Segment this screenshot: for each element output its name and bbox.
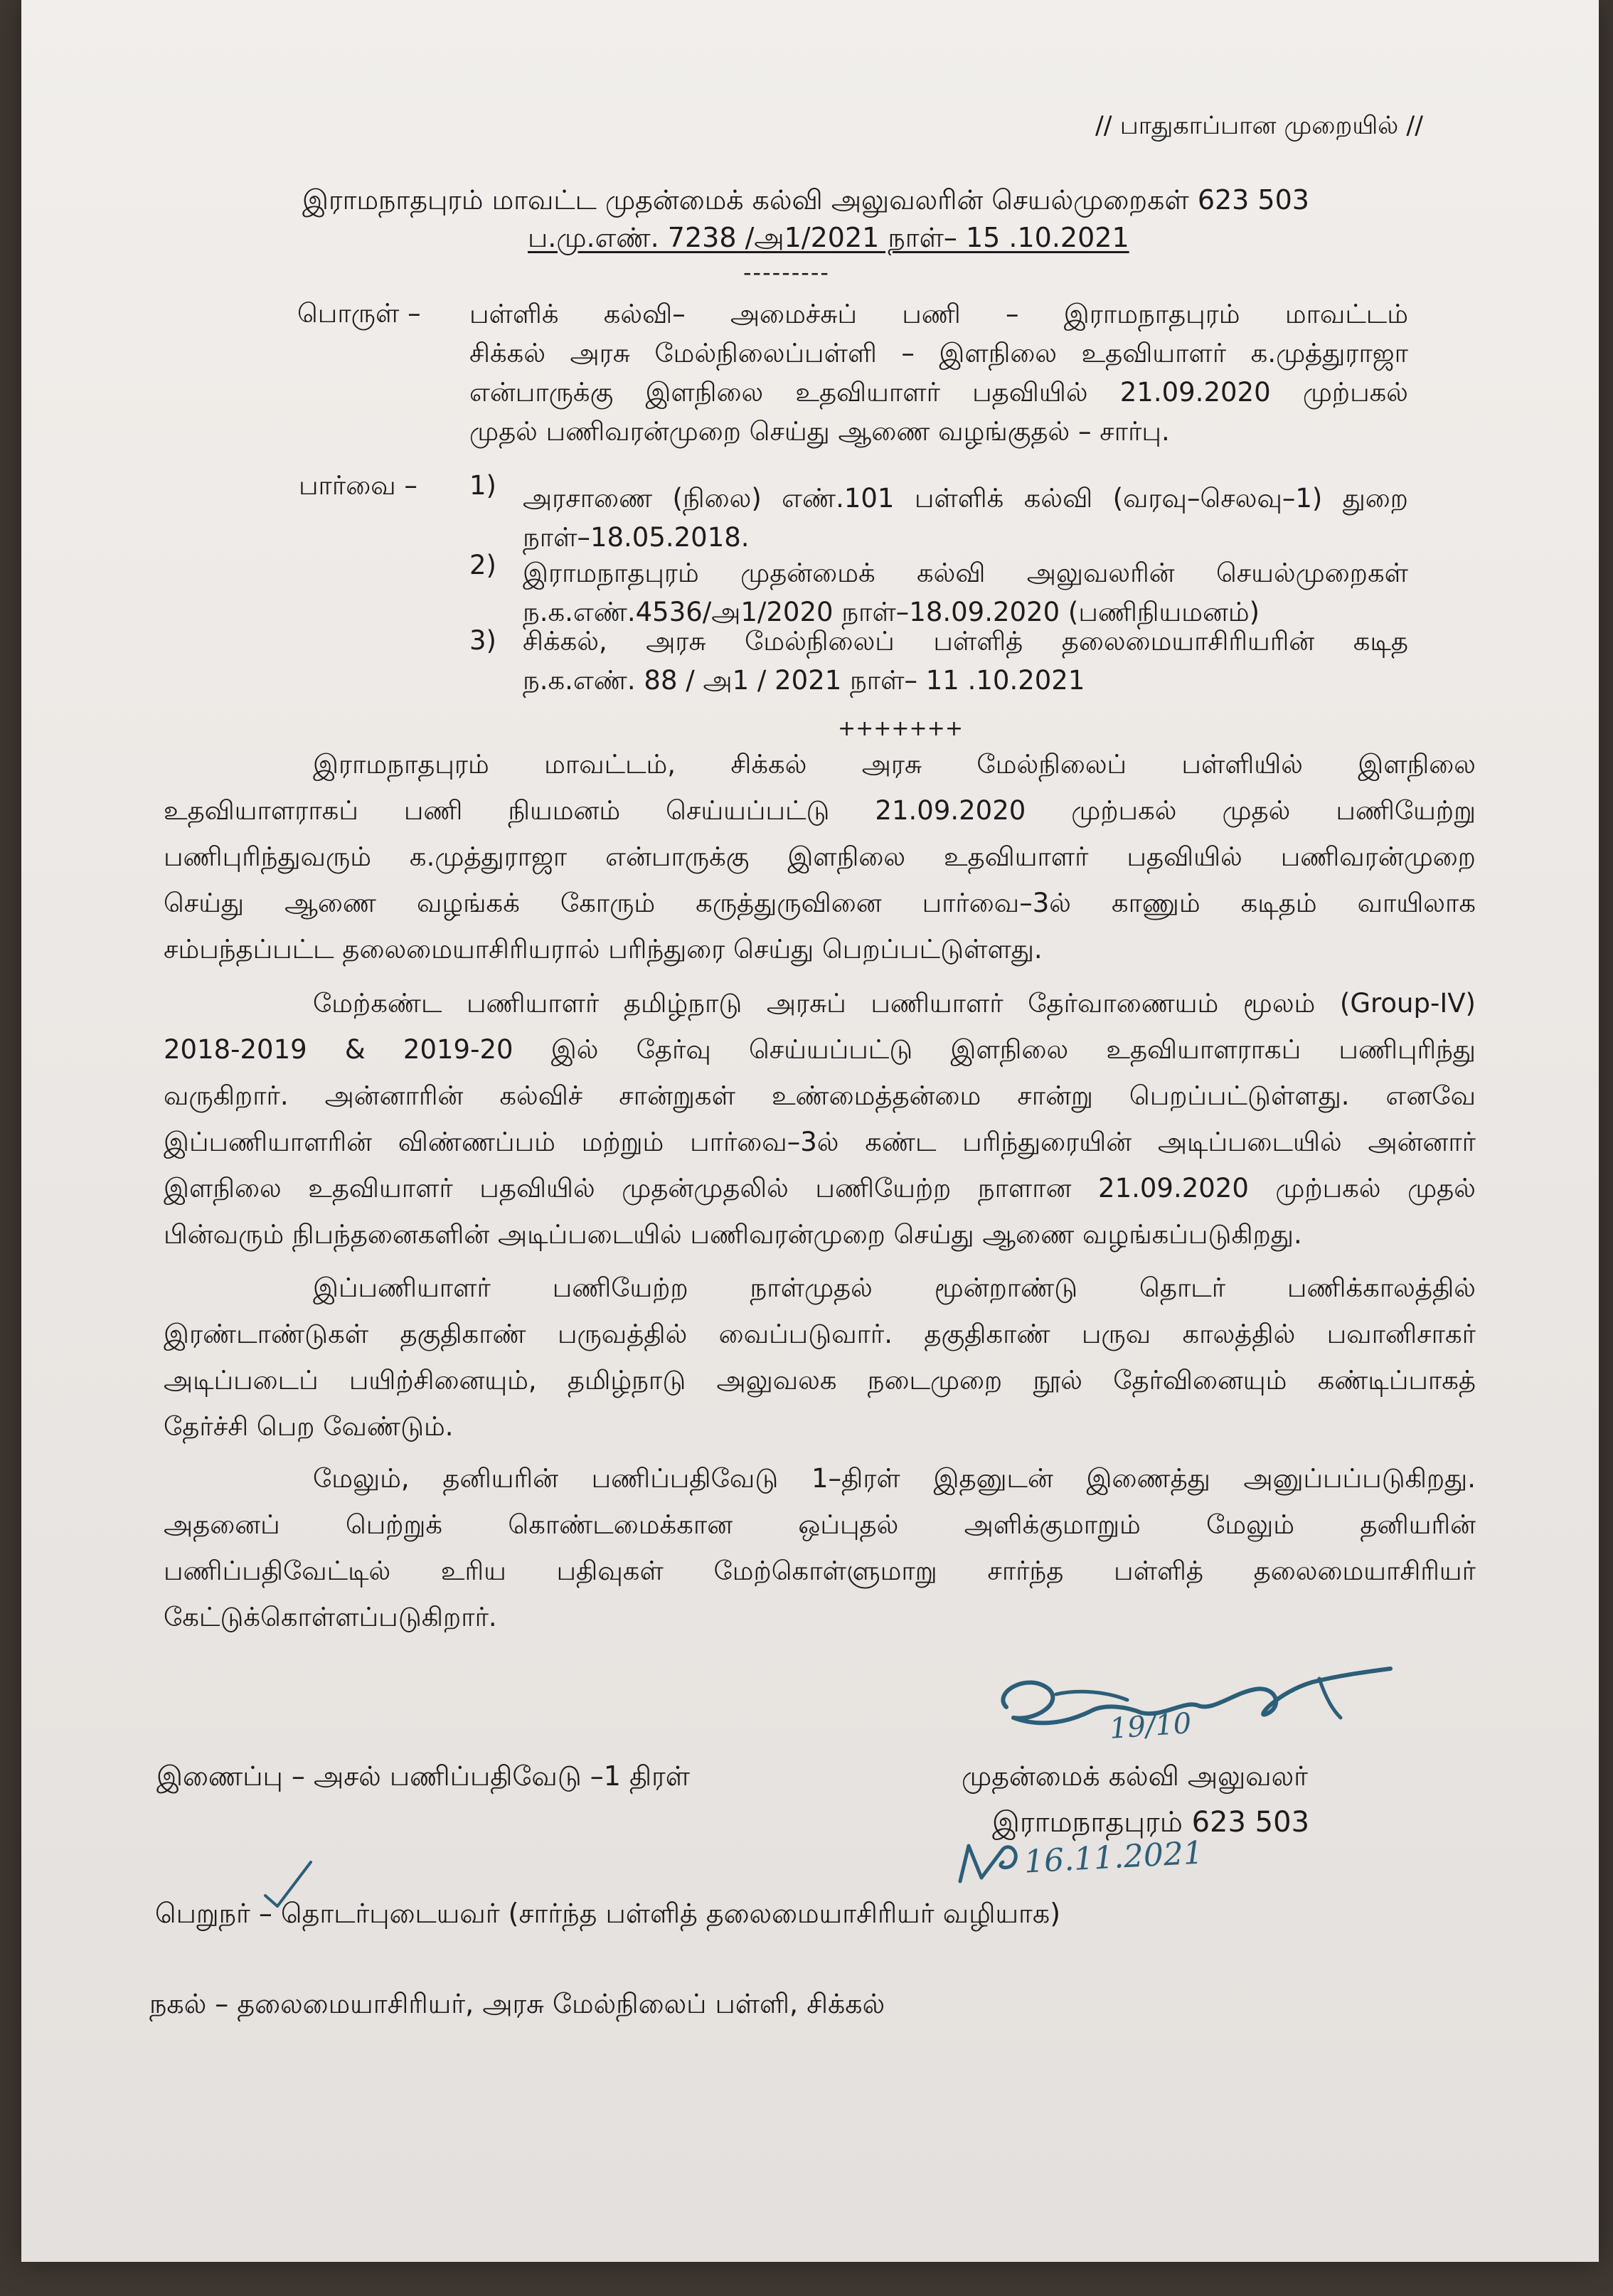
- paragraph-line: சம்பந்தப்பட்ட தலைமையாசிரியரால் பரிந்துரை செய்து பெறப்பட்டுள்ளது.: [164, 934, 1043, 964]
- officer-signature: [985, 1650, 1398, 1771]
- paragraph-line: இப்பணியாளரின் விண்ணப்பம் மற்றும் பார்வை–3ல் கண்ட பரிந்துரையின் அடிப்படையில் அன்னார்: [164, 1127, 1476, 1157]
- office-title: இராமநாதபுரம் மாவட்ட முதன்மைக் கல்வி அலுவலரின் செயல்முறைகள் 623 503: [302, 184, 1309, 216]
- paragraph-line: பணிப்பதிவேட்டில் உரிய பதிவுகள் மேற்கொள்ளுமாறு சார்ந்த பள்ளித் தலைமையாசிரியர்: [164, 1556, 1476, 1586]
- reference-number-1: 1): [469, 470, 496, 501]
- paragraph-line: வருகிறார். அன்னாரின் கல்விச் சான்றுகள் உண்மைத்தன்மை சான்று பெறப்பட்டுள்ளது. எனவே: [164, 1080, 1476, 1111]
- subject-line: சிக்கல் அரசு மேல்நிலைப்பள்ளி – இளநிலை உதவியாளர் க.முத்துராஜா: [469, 338, 1408, 368]
- paragraph-line: செய்து ஆணை வழங்கக் கோரும் கருத்துருவினை பார்வை–3ல் காணும் கடிதம் வாயிலாக: [164, 888, 1476, 918]
- subject-label: பொருள் –: [297, 298, 421, 329]
- paragraph-line: மேலும், தனியரின் பணிப்பதிவேடு 1–திரள் இதனுடன் இணைத்து அனுப்பப்படுகிறது.: [313, 1463, 1476, 1494]
- paragraph-line: இப்பணியாளர் பணியேற்ற நாள்முதல் மூன்றாண்டு தொடர் பணிக்காலத்தில்: [313, 1272, 1476, 1303]
- reference-line: அரசாணை (நிலை) எண்.101 பள்ளிக் கல்வி (வரவு–செலவு–1) துறை: [523, 483, 1408, 514]
- subject-line: என்பாருக்கு இளநிலை உதவியாளர் பதவியில் 21.09.2020 முற்பகல்: [469, 377, 1408, 408]
- reference-line: ந.க.எண். 88 / அ1 / 2021 நாள்– 11 .10.2021: [523, 665, 1085, 696]
- received-initial: [953, 1835, 1031, 1892]
- reference-number-2: 2): [469, 550, 496, 580]
- paragraph-line: பணிபுரிந்துவரும் க.முத்துராஜா என்பாருக்கு இளநிலை உதவியாளர் பதவியில் பணிவரன்முறை: [164, 841, 1476, 872]
- paragraph-line: இரண்டாண்டுகள் தகுதிகாண் பருவத்தில் வைப்படுவார். தகுதிகாண் பருவ காலத்தில் பவானிசாகர்: [164, 1319, 1476, 1349]
- reference-separator: +++++++: [838, 716, 963, 741]
- reference-number: ப.மு.எண். 7238 /அ1/2021 நாள்– 15 .10.2021: [528, 222, 1129, 253]
- officer-title: முதன்மைக் கல்வி அலுவலர்: [962, 1760, 1309, 1792]
- reference-number-3: 3): [469, 625, 496, 656]
- paragraph-3: [164, 1265, 1476, 1450]
- header-rule: ---------: [743, 259, 830, 286]
- paragraph-4: [164, 1455, 1476, 1640]
- reference-item-1: [523, 479, 1408, 557]
- paragraph-line: உதவியாளராகப் பணி நியமனம் செய்யப்பட்டு 21.09.2020 முற்பகல் முதல் பணியேற்று: [164, 795, 1476, 826]
- recipient-line: பெறுநர் – தொடர்புடையவர் (சார்ந்த பள்ளித் தலைமையாசிரியர் வழியாக): [155, 1898, 1061, 1929]
- document-page: [21, 0, 1599, 2262]
- paragraph-line: அதனைப் பெற்றுக் கொண்டமைக்கான ஒப்புதல் அளிக்குமாறும் மேலும் தனியரின்: [164, 1509, 1476, 1540]
- reference-line: இராமநாதபுரம் முதன்மைக் கல்வி அலுவலரின் செயல்முறைகள்: [523, 558, 1408, 588]
- paragraph-2: [164, 980, 1476, 1258]
- officer-place: இராமநாதபுரம் 623 503: [992, 1806, 1310, 1839]
- paragraph-line: பின்வரும் நிபந்தனைகளின் அடிப்படையில் பணிவரன்முறை செய்து ஆணை வழங்கப்படுகிறது.: [164, 1219, 1302, 1250]
- subject-line: பள்ளிக் கல்வி– அமைச்சுப் பணி – இராமநாதபுரம் மாவட்டம்: [469, 299, 1408, 329]
- paragraph-1: [164, 741, 1476, 972]
- enclosure-note: இணைப்பு – அசல் பணிப்பதிவேடு –1 திரள்: [156, 1760, 691, 1792]
- references-label: பார்வை –: [299, 470, 417, 501]
- paragraph-line: தேர்ச்சி பெற வேண்டும்.: [164, 1411, 454, 1442]
- paragraph-line: 2018-2019 & 2019-20 இல் தேர்வு செய்யப்பட்டு இளநிலை உதவியாளராகப் பணிபுரிந்து: [164, 1034, 1476, 1065]
- subject-text: [469, 294, 1408, 451]
- subject-line: முதல் பணிவரன்முறை செய்து ஆணை வழங்குதல் – சார்பு.: [469, 416, 1170, 447]
- signature-initial-date: 19/10: [1108, 1707, 1193, 1745]
- paragraph-line: கேட்டுக்கொள்ளப்படுகிறார்.: [164, 1602, 497, 1632]
- security-note: // பாதுகாப்பான முறையில் //: [1095, 112, 1423, 140]
- paragraph-line: இளநிலை உதவியாளர் பதவியில் முதன்முதலில் பணியேற்ற நாளான 21.09.2020 முற்பகல் முதல்: [164, 1173, 1476, 1203]
- reference-line: நாள்–18.05.2018.: [523, 522, 750, 553]
- copy-line: நகல் – தலைமையாசிரியர், அரசு மேல்நிலைப் பள்ளி, சிக்கல்: [149, 1988, 885, 2019]
- reference-item-2: [523, 553, 1408, 632]
- reference-line: ந.க.எண்.4536/அ1/2020 நாள்–18.09.2020 (பணிநியமனம்): [523, 597, 1260, 627]
- reference-line: சிக்கல், அரசு மேல்நிலைப் பள்ளித் தலைமையாசிரியரின் கடித: [523, 626, 1408, 657]
- paragraph-line: மேற்கண்ட பணியாளர் தமிழ்நாடு அரசுப் பணியாளர் தேர்வாணையம் மூலம் (Group-IV): [313, 988, 1476, 1019]
- received-date: 16.11.2021: [1023, 1834, 1205, 1881]
- reference-item-3: [523, 622, 1408, 700]
- paragraph-line: அடிப்படைப் பயிற்சினையும், தமிழ்நாடு அலுவலக நடைமுறை நூல் தேர்வினையும் கண்டிப்பாகத்: [164, 1365, 1476, 1396]
- paragraph-line: இராமநாதபுரம் மாவட்டம், சிக்கல் அரசு மேல்நிலைப் பள்ளியில் இளநிலை: [313, 749, 1476, 780]
